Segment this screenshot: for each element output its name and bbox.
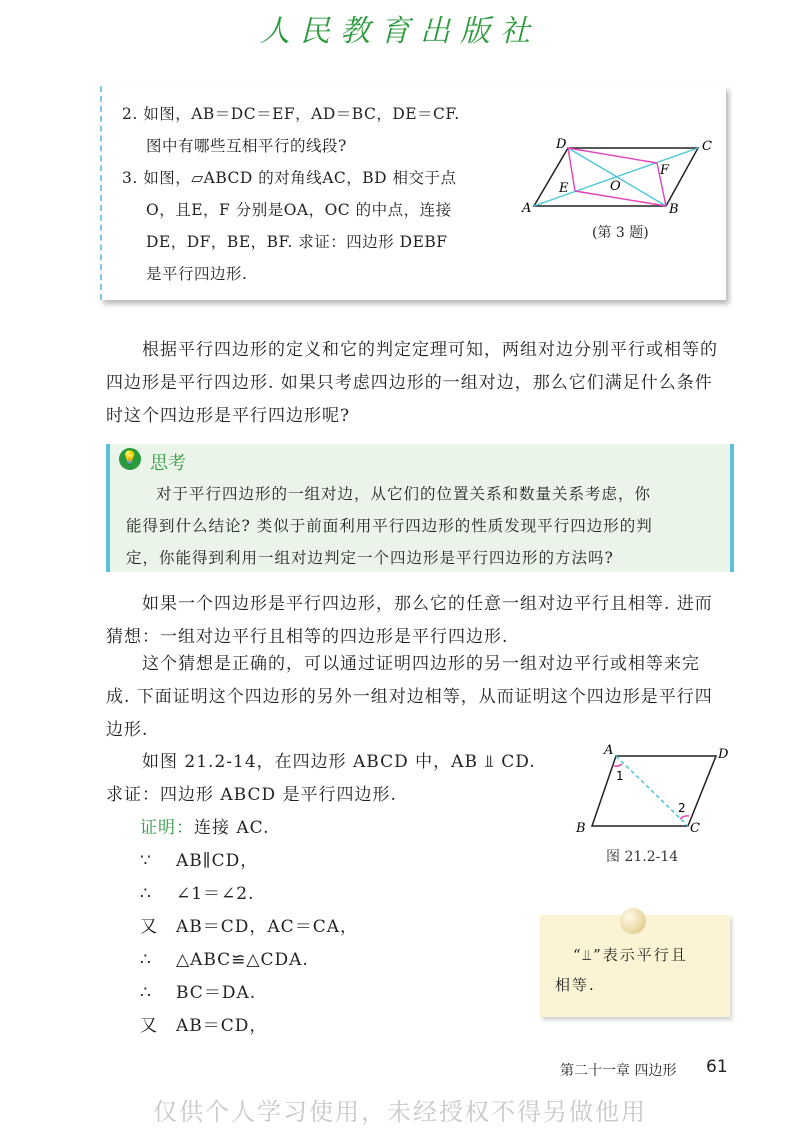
- label-f: F: [660, 163, 670, 178]
- parallelogram-figure-14: [574, 740, 744, 840]
- proof-step: [140, 878, 255, 911]
- think-title: 思考: [150, 453, 186, 474]
- label-a: A: [522, 201, 532, 216]
- proof-text: AB＝CD，AC＝CA，: [176, 917, 358, 937]
- intro-line: 根据平行四边形的定义和它的判定定理可知，两组对边分别平行或相等的: [142, 340, 718, 360]
- problem-statement: [106, 746, 576, 812]
- label-b: B: [669, 202, 679, 216]
- proof-symbol: ∵: [140, 851, 152, 871]
- proof-step: [140, 977, 256, 1010]
- figure14-diagonal-ac: [616, 756, 688, 826]
- intro-paragraph: [106, 334, 736, 433]
- think-line: 能得到什么结论? 类似于前面利用平行四边形的性质发现平行四边形的判: [126, 517, 653, 535]
- figure-14-caption: 图 21.2-14: [606, 849, 679, 865]
- exercise-line: 3. 如图，▱ABCD 的对角线AC，BD 相交于点: [122, 169, 457, 187]
- proof-step: [140, 1010, 267, 1043]
- figure-3-caption: (第 3 题): [592, 225, 649, 241]
- conjecture-line: 如果一个四边形是平行四边形，那么它的任意一组对边平行且相等. 进而: [142, 594, 713, 614]
- exercise-text: [122, 98, 460, 290]
- explain-paragraph: [106, 648, 736, 747]
- label-d: D: [556, 137, 567, 152]
- label-d-14: D: [718, 747, 729, 762]
- label-e: E: [559, 181, 569, 196]
- proof-symbol: ∴: [140, 950, 152, 970]
- explain-line: 边形.: [106, 720, 149, 740]
- segment-de: [568, 148, 575, 191]
- angle-1-label: 1: [616, 769, 624, 783]
- proof-text: AB＝CD，: [176, 1016, 268, 1036]
- label-a-14: A: [604, 743, 614, 758]
- exercise-line: 是平行四边形.: [146, 265, 248, 283]
- label-c-14: C: [690, 821, 700, 836]
- proof-label: 证明：: [140, 818, 194, 838]
- figure14-outline: [592, 756, 716, 826]
- parallelogram-figure-3: [520, 132, 720, 216]
- note-line: “⫫”表示平行且: [573, 946, 688, 964]
- explain-line: 成. 下面证明这个四边形的另外一组对边相等，从而证明这个四边形是平行四: [106, 687, 713, 707]
- pushpin-icon: [620, 908, 646, 934]
- watermark: 仅供个人学习使用，未经授权不得另做他用: [153, 1098, 647, 1126]
- problem-line: 求证：四边形 ABCD 是平行四边形.: [106, 785, 397, 805]
- label-b-14: B: [576, 821, 586, 836]
- proof-step: [140, 944, 309, 977]
- proof-text: △ABC≌△CDA.: [176, 950, 309, 970]
- publisher-logo: 人民教育出版社: [260, 14, 540, 49]
- page-number: 61: [706, 1057, 728, 1077]
- proof-text: BC＝DA.: [176, 983, 257, 1003]
- exercise-line: DE，DF，BE，BF. 求证：四边形 DEBF: [146, 233, 448, 251]
- side-note-text: [555, 940, 688, 1000]
- lightbulb-icon: 💡: [119, 448, 141, 470]
- conjecture-line: 猜想：一组对边平行且相等的四边形是平行四边形.: [106, 627, 509, 647]
- note-line: 相等.: [555, 976, 596, 994]
- think-line: 定，你能得到利用一组对边判定一个四边形是平行四边形的方法吗?: [126, 549, 614, 567]
- proof-step: [140, 845, 258, 878]
- proof-header: [140, 812, 270, 845]
- exercise-line: 2. 如图，AB＝DC＝EF，AD＝BC，DE＝CF.: [122, 105, 460, 123]
- intro-line: 四边形是平行四边形. 如果只考虑四边形的一组对边，那么它们满足什么条件: [106, 373, 713, 393]
- proof-symbol: ∴: [140, 884, 152, 904]
- think-line: 对于平行四边形的一组对边，从它们的位置关系和数量关系考虑，你: [156, 485, 652, 503]
- explain-line: 这个猜想是正确的，可以通过证明四边形的另一组对边平行或相等来完: [142, 654, 700, 674]
- exercise-line: O，且E，F 分别是OA，OC 的中点，连接: [146, 201, 452, 219]
- label-o: O: [610, 179, 621, 194]
- label-c: C: [702, 139, 712, 154]
- proof-symbol: 又: [140, 1016, 158, 1036]
- proof-symbol: ∴: [140, 983, 152, 1003]
- intro-line: 时这个四边形是平行四边形呢?: [106, 406, 351, 426]
- proof-first: 连接 AC.: [194, 818, 270, 838]
- proof-text: AB∥CD，: [176, 851, 259, 871]
- exercise-line: 图中有哪些互相平行的线段?: [146, 137, 347, 155]
- conjecture-paragraph: [106, 588, 736, 654]
- angle-2-arc: [680, 816, 689, 819]
- angle-1-arc: [614, 764, 622, 766]
- angle-2-label: 2: [678, 801, 686, 815]
- problem-line: 如图 21.2-14，在四边形 ABCD 中，AB ⫫ CD.: [142, 752, 536, 772]
- chapter-footer: 第二十一章 四边形: [560, 1063, 677, 1079]
- think-text: [126, 478, 653, 574]
- proof-step: [140, 911, 358, 944]
- proof-symbol: 又: [140, 917, 158, 937]
- proof-text: ∠1＝∠2.: [176, 884, 255, 904]
